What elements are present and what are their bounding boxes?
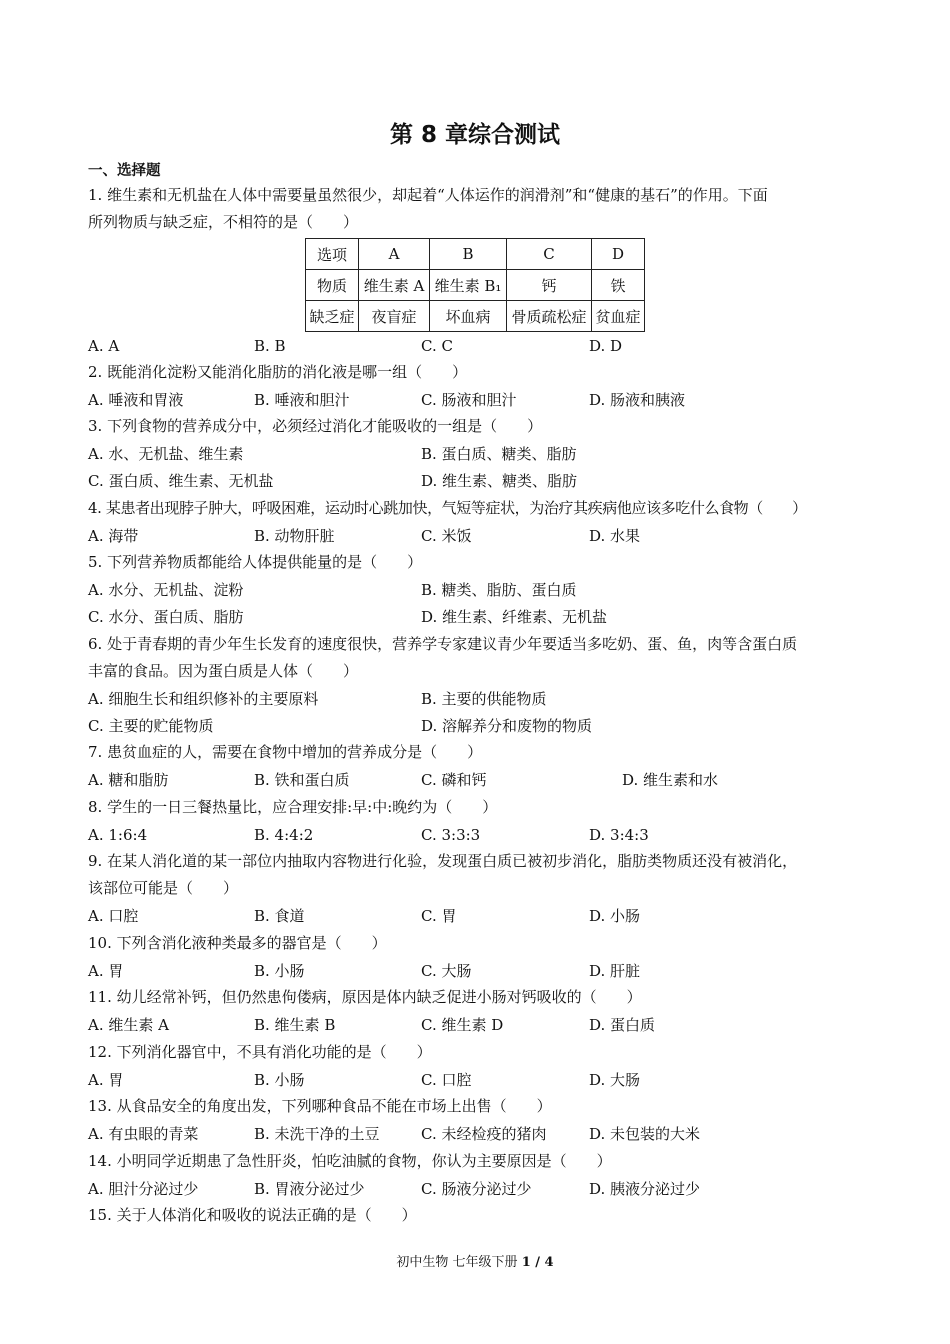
- table-row: [306, 239, 645, 270]
- question-1-option-a: A. A: [88, 337, 120, 355]
- table-cell: B: [430, 239, 507, 270]
- question-8-stem: 8. 学生的一日三餐热量比，应合理安排:早:中:晚约为（ ）: [88, 798, 498, 816]
- table-cell: D: [592, 239, 645, 270]
- table-cell: 缺乏症: [306, 301, 359, 332]
- question-4-stem: 4. 某患者出现脖子肿大，呼吸困难，运动时心跳加快，气短等症状，为治疗其疾病他应该多吃什么食物（ ）: [88, 499, 807, 517]
- question-11-option-a: A. 维生素 A: [88, 1016, 169, 1034]
- question-7-option-c: C. 磷和钙: [421, 771, 487, 789]
- question-14-stem: 14. 小明同学近期患了急性肝炎，怕吃油腻的食物，你认为主要原因是（ ）: [88, 1152, 612, 1170]
- table-row: [306, 301, 645, 332]
- question-13-option-d: D. 未包装的大米: [589, 1125, 701, 1143]
- table-cell: 维生素 A: [359, 270, 430, 301]
- question-9-stem-line-2: 该部位可能是（ ）: [88, 879, 239, 897]
- question-6-stem-line-2: 丰富的食品。因为蛋白质是人体（ ）: [88, 662, 359, 680]
- table-cell: 坏血病: [430, 301, 507, 332]
- table-cell: A: [359, 239, 430, 270]
- question-6-stem-line-1: 6. 处于青春期的青少年生长发育的速度很快，营养学专家建议青少年要适当多吃奶、蛋、鱼，肉等含蛋白质: [88, 635, 798, 653]
- question-12-stem: 12. 下列消化器官中，不具有消化功能的是（ ）: [88, 1043, 432, 1061]
- question-6-option-b: B. 主要的供能物质: [421, 690, 547, 708]
- question-9-option-c: C. 胃: [421, 907, 457, 925]
- question-10-option-b: B. 小肠: [254, 962, 305, 980]
- question-9-stem-line-1: 9. 在某人消化道的某一部位内抽取内容物进行化验，发现蛋白质已被初步消化，脂肪类物质还没有被消化，: [88, 852, 798, 870]
- question-14-option-a: A. 胆汁分泌过少: [88, 1180, 199, 1198]
- table-cell: 骨质疏松症: [507, 301, 592, 332]
- question-1-stem-line-1: 1. 维生素和无机盐在人体中需要量虽然很少，却起着“人体运作的润滑剂”和“健康的基石”的作用。下面: [88, 186, 768, 204]
- page-number: 1 / 4: [521, 1255, 554, 1270]
- question-5-option-b: B. 糖类、脂肪、蛋白质: [421, 581, 577, 599]
- question-6-option-a: A. 细胞生长和组织修补的主要原料: [88, 690, 319, 708]
- question-8-option-b: B. 4:4:2: [254, 826, 314, 844]
- question-10-option-d: D. 肝脏: [589, 962, 641, 980]
- question-11-option-b: B. 维生素 B: [254, 1016, 336, 1034]
- question-14-option-c: C. 肠液分泌过少: [421, 1180, 532, 1198]
- question-3-stem: 3. 下列食物的营养成分中，必须经过消化才能吸收的一组是（ ）: [88, 417, 543, 435]
- page-title: 第 8 章综合测试: [389, 122, 561, 148]
- question-1-option-b: B. B: [254, 337, 286, 355]
- question-6-option-d: D. 溶解养分和废物的物质: [421, 717, 593, 735]
- question-13-stem: 13. 从食品安全的角度出发，下列哪种食品不能在市场上出售（ ）: [88, 1097, 552, 1115]
- question-10-stem: 10. 下列含消化液种类最多的器官是（ ）: [88, 934, 387, 952]
- question-3-option-a: A. 水、无机盐、维生素: [88, 445, 244, 463]
- table-cell: 钙: [507, 270, 592, 301]
- question-5-option-c: C. 水分、蛋白质、脂肪: [88, 608, 244, 626]
- question-12-option-a: A. 胃: [88, 1071, 124, 1089]
- question-9-option-b: B. 食道: [254, 907, 305, 925]
- question-11-option-d: D. 蛋白质: [589, 1016, 656, 1034]
- question-2-stem: 2. 既能消化淀粉又能消化脂肪的消化液是哪一组（ ）: [88, 363, 468, 381]
- question-4-option-d: D. 水果: [589, 527, 641, 545]
- question-4-option-a: A. 海带: [88, 527, 139, 545]
- question-3-option-d: D. 维生素、糖类、脂肪: [421, 472, 578, 490]
- question-5-option-a: A. 水分、无机盐、淀粉: [88, 581, 244, 599]
- question-2-option-b: B. 唾液和胆汁: [254, 391, 350, 409]
- question-11-option-c: C. 维生素 D: [421, 1016, 504, 1034]
- question-2-option-d: D. 肠液和胰液: [589, 391, 686, 409]
- footer-text: 初中生物 七年级下册: [396, 1255, 522, 1270]
- table-cell: C: [507, 239, 592, 270]
- table-cell: 选项: [306, 239, 359, 270]
- question-12-option-d: D. 大肠: [589, 1071, 641, 1089]
- question-14-option-d: D. 胰液分泌过少: [589, 1180, 701, 1198]
- question-5-option-d: D. 维生素、纤维素、无机盐: [421, 608, 608, 626]
- question-2-option-c: C. 肠液和胆汁: [421, 391, 517, 409]
- question-1-stem-line-2: 所列物质与缺乏症，不相符的是（ ）: [88, 213, 359, 231]
- page-footer: [0, 1251, 950, 1270]
- question-11-stem: 11. 幼儿经常补钙，但仍然患佝偻病，原因是体内缺乏促进小肠对钙吸收的（ ）: [88, 988, 642, 1006]
- question-4-option-b: B. 动物肝脏: [254, 527, 335, 545]
- question-9-option-d: D. 小肠: [589, 907, 641, 925]
- question-5-stem: 5. 下列营养物质都能给人体提供能量的是（ ）: [88, 553, 423, 571]
- question-15-stem: 15. 关于人体消化和吸收的说法正确的是（ ）: [88, 1206, 417, 1224]
- question-3-option-c: C. 蛋白质、维生素、无机盐: [88, 472, 274, 490]
- table-row: [306, 270, 645, 301]
- question-9-option-a: A. 口腔: [88, 907, 139, 925]
- question-12-option-b: B. 小肠: [254, 1071, 305, 1089]
- question-1-option-c: C. C: [421, 337, 453, 355]
- question-1-option-d: D. D: [589, 337, 623, 355]
- question-13-option-a: A. 有虫眼的青菜: [88, 1125, 199, 1143]
- question-7-option-d: D. 维生素和水: [622, 771, 719, 789]
- question-12-option-c: C. 口腔: [421, 1071, 472, 1089]
- question-3-option-b: B. 蛋白质、糖类、脂肪: [421, 445, 577, 463]
- table-cell: 夜盲症: [359, 301, 430, 332]
- table-cell: 贫血症: [592, 301, 645, 332]
- table-cell: 维生素 B₁: [430, 270, 507, 301]
- question-8-option-c: C. 3:3:3: [421, 826, 481, 844]
- question-8-option-d: D. 3:4:3: [589, 826, 649, 844]
- question-2-option-a: A. 唾液和胃液: [88, 391, 184, 409]
- question-10-option-a: A. 胃: [88, 962, 124, 980]
- question-1-table: [305, 238, 645, 332]
- question-4-option-c: C. 米饭: [421, 527, 472, 545]
- question-7-stem: 7. 患贫血症的人，需要在食物中增加的营养成分是（ ）: [88, 743, 483, 761]
- question-14-option-b: B. 胃液分泌过少: [254, 1180, 365, 1198]
- question-10-option-c: C. 大肠: [421, 962, 472, 980]
- question-6-option-c: C. 主要的贮能物质: [88, 717, 214, 735]
- question-7-option-a: A. 糖和脂肪: [88, 771, 169, 789]
- section-heading: 一、选择题: [88, 163, 161, 179]
- question-7-option-b: B. 铁和蛋白质: [254, 771, 350, 789]
- table-cell: 物质: [306, 270, 359, 301]
- question-8-option-a: A. 1:6:4: [88, 826, 148, 844]
- question-13-option-b: B. 未洗干净的土豆: [254, 1125, 380, 1143]
- table-cell: 铁: [592, 270, 645, 301]
- question-13-option-c: C. 未经检疫的猪肉: [421, 1125, 547, 1143]
